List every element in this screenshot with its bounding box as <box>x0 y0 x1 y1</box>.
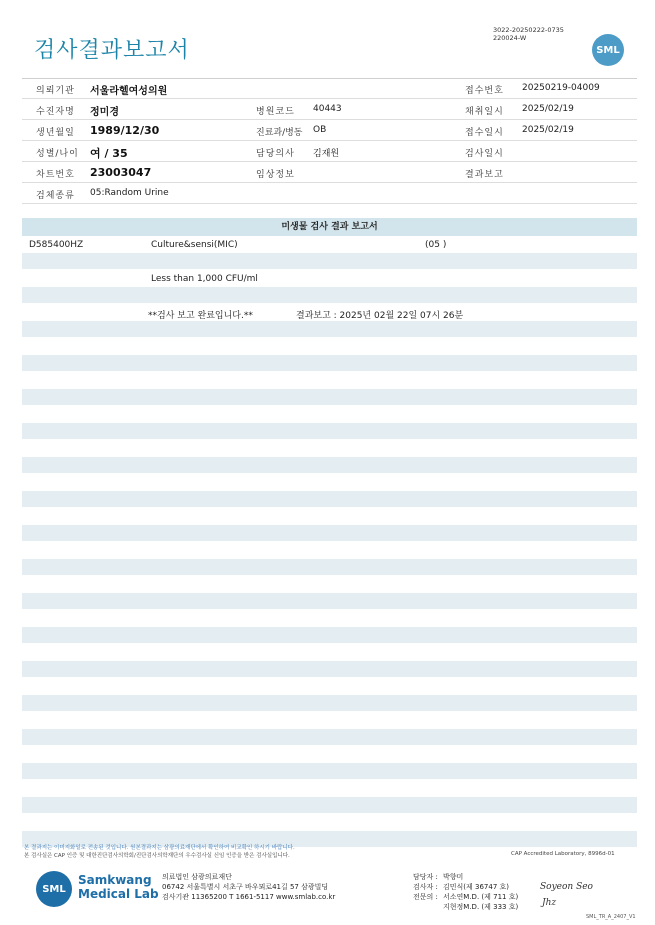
result-stripe <box>22 729 637 745</box>
label-birthdate: 생년월일 <box>36 128 75 138</box>
value-chart-number: 23003047 <box>90 166 152 179</box>
result-value: Less than 1,000 CFU/ml <box>151 274 258 284</box>
value-hospital-code: 40443 <box>313 104 342 114</box>
value-birthdate: 1989/12/30 <box>90 124 160 137</box>
info-row-institution <box>22 79 637 99</box>
report-code-line1: 3022-20250222-0735 <box>493 26 564 34</box>
staff-name: 박향미 <box>443 873 464 881</box>
staff-row <box>413 892 538 902</box>
report-code <box>493 26 564 42</box>
result-stripe <box>22 695 637 711</box>
info-row-birth <box>22 121 637 141</box>
footer-org-info <box>162 872 335 902</box>
result-stripe <box>22 593 637 609</box>
report-time: 결과보고 : 2025년 02월 22일 07시 26분 <box>296 311 464 321</box>
org-address: 06742 서울특별시 서초구 바우뫼로41길 57 삼광빌딩 <box>162 883 329 891</box>
result-stripe <box>22 457 637 473</box>
signature-1: Soyeon Seo <box>540 882 593 892</box>
staff-role: 전문의 : <box>413 893 438 901</box>
result-stripe <box>22 355 637 371</box>
label-department: 진료과/병동 <box>256 128 303 138</box>
result-stripe <box>22 491 637 507</box>
result-stripe <box>22 389 637 405</box>
label-patient-name: 수진자명 <box>36 107 75 117</box>
label-receipt-date: 접수일시 <box>465 128 504 138</box>
specimen-code: (05 ) <box>425 240 447 250</box>
report-code-line2: 220024-W <box>493 34 527 42</box>
label-hospital-code: 병원코드 <box>256 107 295 117</box>
value-department: OB <box>313 125 327 135</box>
org-name: 의료법인 삼광의료재단 <box>162 873 232 881</box>
value-specimen-type: 05:Random Urine <box>90 188 169 198</box>
result-stripe <box>22 559 637 575</box>
staff-name: 지현정M.D. (제 333 호) <box>443 903 519 911</box>
sml-logo: SML <box>592 34 624 66</box>
form-code: SML_TR_A_2407_V1 <box>586 914 636 920</box>
value-collection-date: 2025/02/19 <box>522 104 574 114</box>
samkwang-logo-icon: SML <box>36 871 72 907</box>
org-contact: 검사기관 11365200 T 1661-5117 www.smlab.co.kr <box>162 893 336 901</box>
label-specimen-type: 검체종류 <box>36 191 75 201</box>
samkwang-brand <box>78 873 159 901</box>
label-test-date: 검사일시 <box>465 149 504 159</box>
label-receipt-number: 접수번호 <box>465 86 504 96</box>
test-name: Culture&sensi(MIC) <box>151 240 238 250</box>
value-doctor: 김재원 <box>313 149 340 159</box>
result-section-title: 미생물 검사 결과 보고서 <box>22 218 637 236</box>
footer-notice-2: 본 검사실은 CAP 인증 및 대한진단검사의학회/진단검사의학재단의 우수검사실 신임 인증을 받은 검사실입니다. <box>24 853 290 859</box>
signature-2: Jhz <box>542 898 557 908</box>
brand-line1: Samkwang <box>78 873 152 887</box>
label-result-report: 결과보고 <box>465 170 504 180</box>
result-stripe <box>22 253 637 269</box>
page-title: 검사결과보고서 <box>34 38 190 63</box>
footer-notice-1: 본 결과지는 이미지화일로 전송된 것입니다. 원본결과지는 삼광의료재단에서 확인하여 비교확인 하시기 바랍니다. <box>24 845 295 851</box>
test-code: D585400HZ <box>29 240 84 250</box>
value-receipt-number: 20250219-04009 <box>522 83 600 93</box>
brand-line2: Medical Lab <box>78 887 159 901</box>
label-collection-date: 채취일시 <box>465 107 504 117</box>
result-stripe <box>22 627 637 643</box>
result-stripe <box>22 423 637 439</box>
value-patient-name: 정미경 <box>90 107 119 118</box>
label-clinical-info: 임상정보 <box>256 170 295 180</box>
staff-row <box>413 882 538 892</box>
report-complete-note: **검사 보고 완료입니다.** <box>148 311 253 321</box>
staff-name: 서소연M.D. (제 711 호) <box>443 893 519 901</box>
info-row-chart <box>22 163 637 183</box>
result-stripe <box>22 797 637 813</box>
result-stripe <box>22 525 637 541</box>
value-sex-age: 여 / 35 <box>90 147 128 160</box>
staff-role: 담당자 : <box>413 873 438 881</box>
label-doctor: 담당의사 <box>256 149 295 159</box>
label-sex-age: 성별/나이 <box>36 149 79 159</box>
info-row-sex-age <box>22 142 637 162</box>
footer-staff <box>413 872 538 912</box>
staff-name: 김민식(제 36747 호) <box>443 883 509 891</box>
value-institution: 서울라헬여성의원 <box>90 86 168 97</box>
value-receipt-date: 2025/02/19 <box>522 125 574 135</box>
result-stripe <box>22 661 637 677</box>
cap-accreditation: CAP Accredited Laboratory, 8996d-01 <box>511 851 615 857</box>
result-stripe <box>22 763 637 779</box>
result-stripe <box>22 287 637 303</box>
info-row-patient <box>22 100 637 120</box>
staff-role: 검사자 : <box>413 883 438 891</box>
label-institution: 의뢰기관 <box>36 86 75 96</box>
staff-row <box>413 902 538 912</box>
label-chart-number: 차트번호 <box>36 170 75 180</box>
info-row-specimen <box>22 184 637 204</box>
staff-row <box>413 872 538 882</box>
result-stripe <box>22 321 637 337</box>
